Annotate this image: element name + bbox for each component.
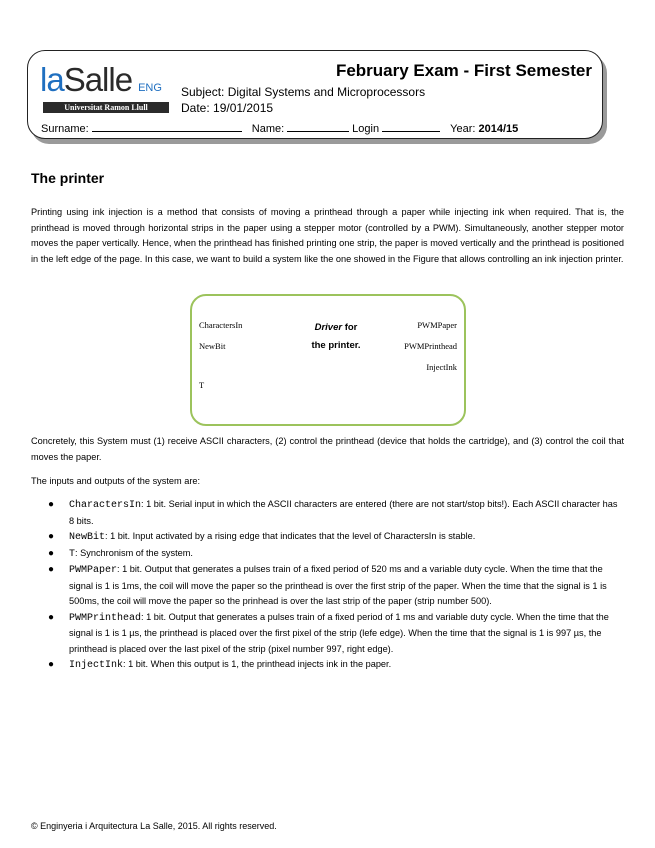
copyright-footer: © Enginyeria i Arquitectura La Salle, 2015. All rights reserved. [31, 821, 277, 831]
exam-title: February Exam - First Semester [335, 61, 592, 80]
login-field[interactable] [382, 121, 440, 132]
lasalle-logo: laSalle ENG [40, 61, 162, 98]
bullet-icon: ● [48, 659, 55, 670]
io-intro: The inputs and outputs of the system are: [31, 476, 201, 486]
bullet-icon: ● [48, 531, 55, 542]
surname-field[interactable] [92, 121, 242, 132]
output-inject-ink: InjectInk [426, 362, 457, 372]
login-label: Login [352, 123, 380, 135]
university-bar: Universitat Ramon Llull [43, 102, 169, 113]
subject-line: Subject: Digital Systems and Microprocessors [181, 85, 426, 99]
list-item: ● PWMPaper: 1 bit. Output that generates a pulses train of a fixed period of 520 ms and a variable duty cycle. When the time that the signal is 1 is 1ms, the coil will move the paper so the printhead is over the first strip of the paper. When the time that the signal is 1 is 500ms, the coil will move the paper so the prinhead is over the last strip of the paper (strip number 500). [48, 564, 607, 606]
printer-driver-diagram [190, 294, 466, 426]
input-new-bit: NewBit [199, 341, 226, 351]
list-item: ● T: Synchronism of the system. [48, 547, 193, 560]
output-pwm-paper: PWMPaper [417, 320, 457, 330]
surname-label: Surname: [41, 123, 89, 135]
input-t: T [199, 380, 205, 390]
exam-header [27, 50, 603, 139]
bullet-icon: ● [48, 611, 55, 623]
student-fields [41, 121, 518, 135]
name-field[interactable] [287, 121, 349, 132]
list-item: ● PWMPrinthead: 1 bit. Output that generates a pulses train of a fixed period of 1 ms and variable duty cycle. When the time that the signal is 1 is 1 µs, the printhead is placed over the first pixel of the strip (lefe edge). When the time that the signal is 1 is 997 µs, the printhead is placed over the last pixel of the strip (pixel number 997, right edge). [48, 611, 609, 654]
concrete-paragraph: Concretely, this System must (1) receive ASCII characters, (2) control the printhead (device that holds the cartridge), and (3) control the coil that moves the paper. [31, 436, 624, 462]
year-value: 2014/15 [478, 123, 519, 135]
bullet-icon: ● [48, 499, 55, 510]
list-item: ● NewBit: 1 bit. Input activated by a rising edge that indicates that the level of CharactersIn is stable. [48, 531, 476, 543]
intro-paragraph: Printing using ink injection is a method that consists of moving a printhead through a paper while injecting ink when required. That is, the printhead is moved through horizontal strips in the paper using a stepper motor (controlled by a PWM). Simultaneously, another stepper motor moves the paper vertically. Hence, when the printhead has finished printing one strip, the paper is moved vertically and the printhead is positioned in the left edge of the page. In this case, we want to build a system like the one showed in the Figure that allows controlling an ink injection printer. [31, 207, 624, 264]
io-list [31, 497, 624, 674]
date-line: Date: 19/01/2015 [181, 101, 274, 115]
driver-label-line2: the printer. [311, 340, 361, 351]
bullet-icon: ● [48, 547, 55, 559]
section-title: The printer [31, 170, 105, 186]
driver-label: Driver for [314, 322, 358, 333]
list-item: ● InjectInk: 1 bit. When this output is 1, the printhead injects ink in the paper. [48, 659, 392, 671]
output-pwm-printhead: PWMPrinthead [404, 341, 457, 351]
input-characters-in: CharactersIn [199, 320, 243, 330]
name-label: Name: [251, 123, 285, 135]
year-label: Year: [450, 123, 476, 135]
bullet-icon: ● [48, 564, 55, 575]
list-item: ● CharactersIn: 1 bit. Serial input in which the ASCII characters are entered (there are not start/stop bits!). Each ASCII character has 8 bits. [48, 499, 618, 526]
